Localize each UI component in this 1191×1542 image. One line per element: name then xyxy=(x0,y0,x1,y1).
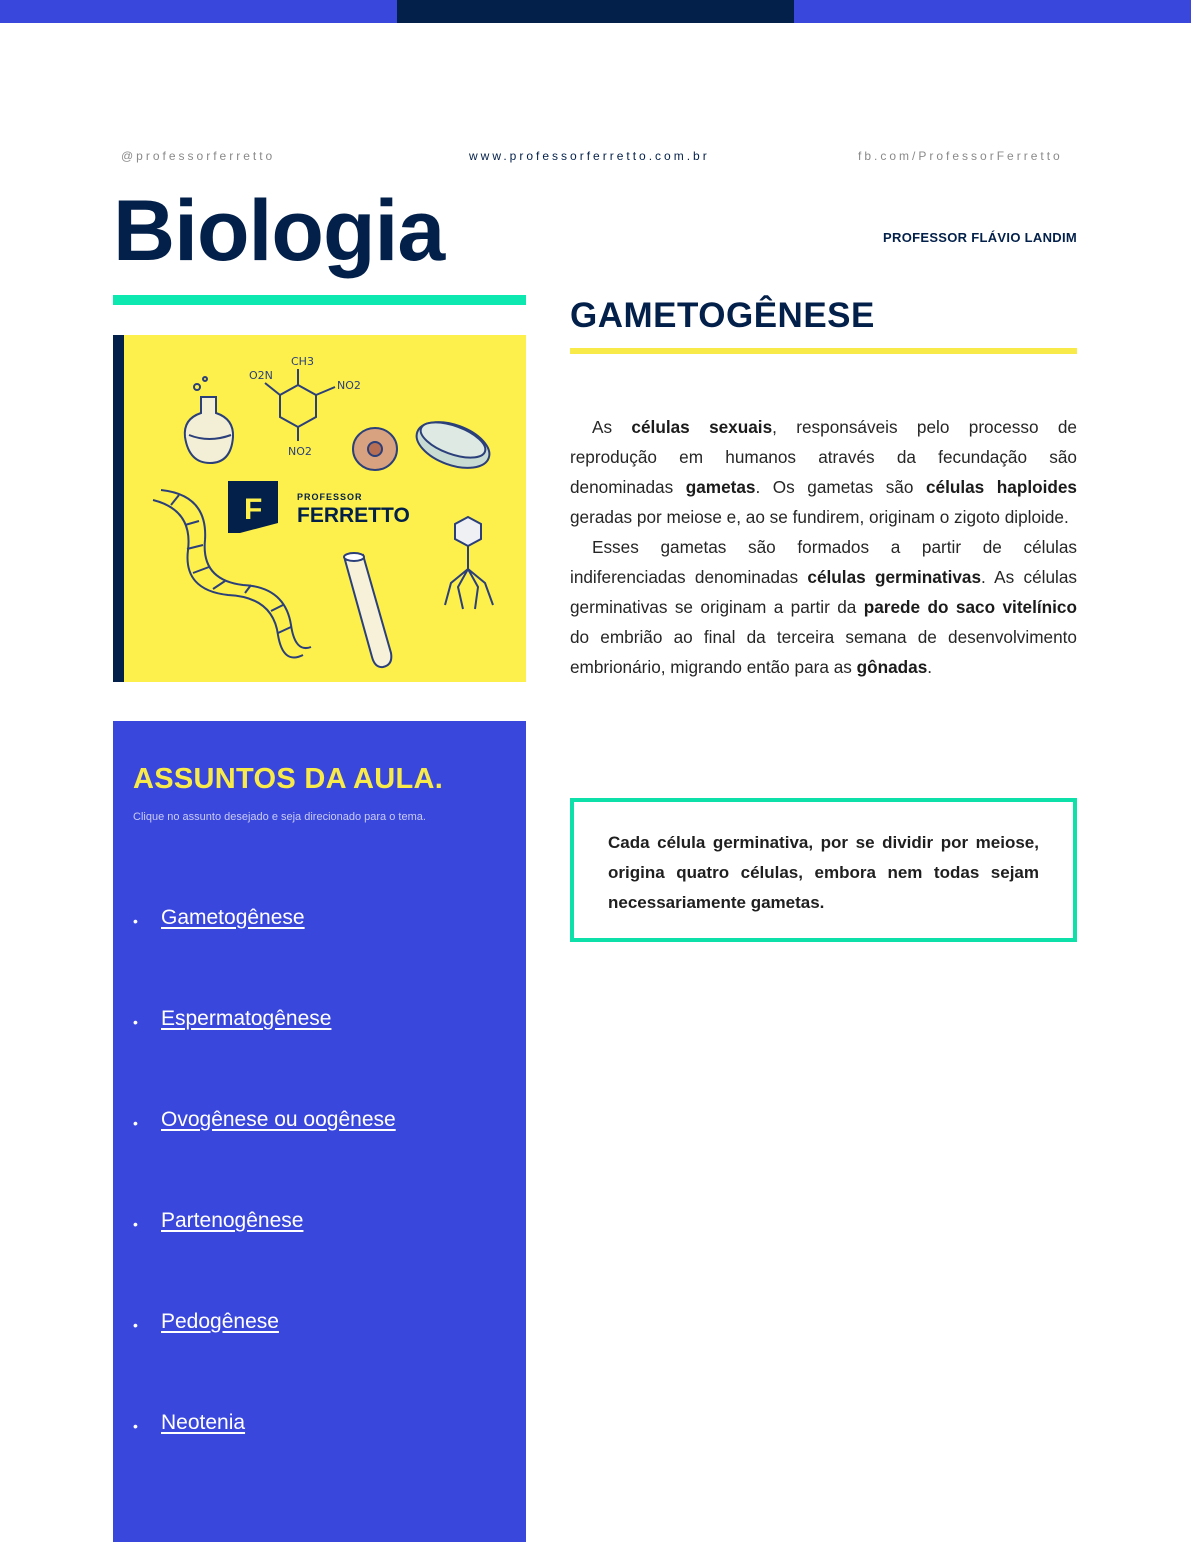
molecule-icon xyxy=(249,355,361,458)
top-bar-left xyxy=(0,0,397,23)
topics-panel xyxy=(113,721,526,1542)
topic-item xyxy=(133,1209,396,1310)
topic-item xyxy=(133,1310,396,1411)
body-text xyxy=(570,412,1077,682)
cell-icon xyxy=(353,428,397,470)
bullet-icon: • xyxy=(133,913,138,929)
topic-item xyxy=(133,906,396,1007)
professor-name: PROFESSOR FLÁVIO LANDIM xyxy=(883,230,1077,245)
topic-link-espermatogenese[interactable]: Espermatogênese xyxy=(161,1007,332,1030)
top-bar-right xyxy=(794,0,1191,23)
hero-illustration xyxy=(113,335,526,682)
topic-item xyxy=(133,1108,396,1209)
instagram-handle[interactable]: @professorferretto xyxy=(121,149,276,163)
bullet-icon: • xyxy=(133,1014,138,1030)
topic-link-pedogenese[interactable]: Pedogênese xyxy=(161,1310,279,1333)
bullet-icon: • xyxy=(133,1115,138,1131)
no2-left-label: O2N xyxy=(249,369,273,382)
no2-right-label: NO2 xyxy=(337,379,361,392)
title-underline xyxy=(113,295,526,305)
no2-bottom-label: NO2 xyxy=(288,445,312,458)
paragraph-1: As células sexuais, responsáveis pelo processo de reprodução em humanos através da fecundação são denominadas gametas. Os gametas são células haploides geradas por meiose e, ao se fundirem, originam o zigoto diploide. xyxy=(570,417,1077,527)
topic-item xyxy=(133,1411,396,1512)
logo-letter: F xyxy=(244,493,263,526)
topic-link-ovogenese[interactable]: Ovogênese ou oogênese xyxy=(161,1108,396,1131)
topic-item xyxy=(133,1007,396,1108)
highlight-note xyxy=(570,798,1077,942)
bullet-icon: • xyxy=(133,1418,138,1434)
section-heading: GAMETOGÊNESE xyxy=(570,296,875,335)
facebook-link[interactable]: fb.com/ProfessorFerretto xyxy=(858,149,1063,163)
section-underline xyxy=(570,348,1077,354)
bullet-icon: • xyxy=(133,1216,138,1232)
page-title: Biologia xyxy=(113,183,445,279)
topics-list xyxy=(133,906,396,1512)
topic-link-gametogenese[interactable]: Gametogênese xyxy=(161,906,305,929)
logo-small-text: PROFESSOR xyxy=(297,492,363,502)
top-bar-center xyxy=(397,0,794,23)
topics-subtitle: Clique no assunto desejado e seja direcionado para o tema. xyxy=(133,811,426,823)
flask-icon xyxy=(185,377,233,463)
paragraph-2: Esses gametas são formados a partir de células indiferenciadas denominadas células germinativas. As células germinativas se originam a partir da parede do saco vitelínico do embrião ao final da terceira semana de desenvolvimento embrionário, migrando então para as gônadas. xyxy=(570,537,1077,677)
logo-big-text: FERRETTO xyxy=(297,504,410,527)
note-text: Cada célula germinativa, por se dividir por meiose, origina quatro células, embora nem todas sejam necessariamente gametas. xyxy=(608,833,1039,912)
virus-icon xyxy=(445,517,493,609)
topic-link-partenogenese[interactable]: Partenogênese xyxy=(161,1209,304,1232)
topic-link-neotenia[interactable]: Neotenia xyxy=(161,1411,246,1434)
hero-drawing xyxy=(113,335,526,682)
bullet-icon: • xyxy=(133,1317,138,1333)
petri-dish-icon xyxy=(410,413,495,477)
topics-title: ASSUNTOS DA AULA. xyxy=(133,763,444,795)
ch3-label: CH3 xyxy=(291,355,314,368)
ferretto-logo xyxy=(228,481,410,533)
test-tube-icon xyxy=(344,553,391,667)
website-link[interactable]: www.professorferretto.com.br xyxy=(469,149,710,163)
